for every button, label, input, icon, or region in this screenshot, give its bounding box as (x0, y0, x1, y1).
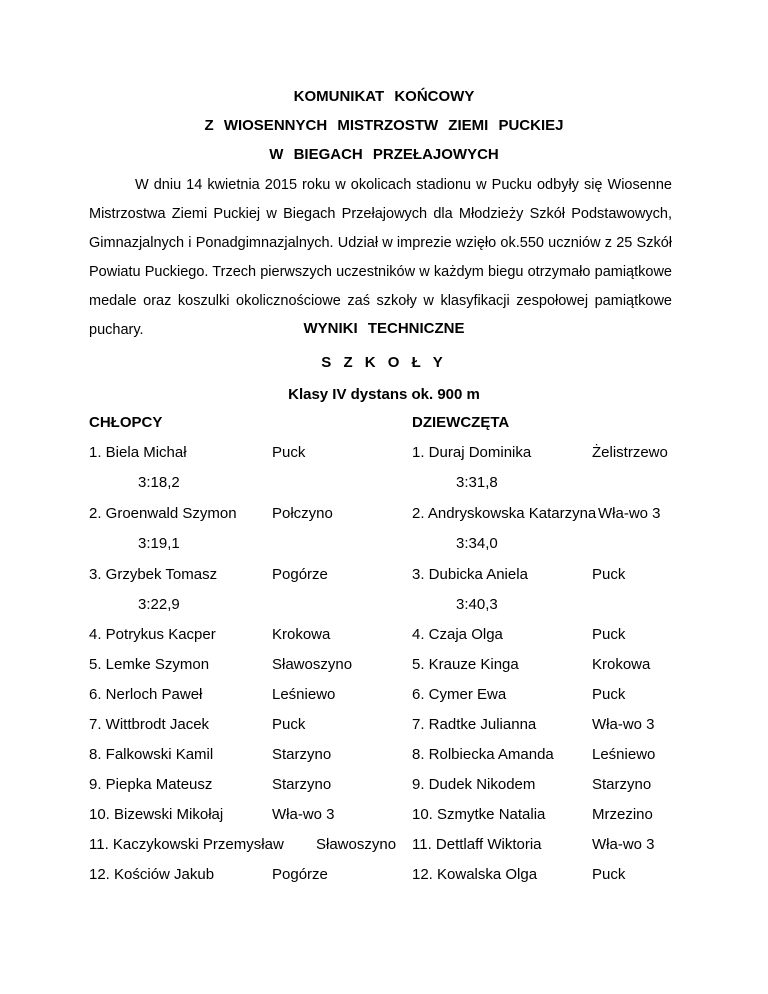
boys-result-name: 6. Nerloch Paweł (89, 686, 203, 703)
boys-result-name: 10. Bizewski Mikołaj (89, 806, 224, 823)
boys-result-school: Puck (272, 716, 306, 733)
boys-result-time: 3:18,2 (138, 474, 180, 491)
boys-result-name: 2. Groenwald Szymon (89, 505, 237, 522)
girls-result-school: Wła-wo 3 (592, 836, 655, 853)
boys-result-school: Starzyno (272, 746, 332, 763)
document-subtitle-1: Z WIOSENNYCH MISTRZOSTW ZIEMI PUCKIEJ (204, 117, 564, 134)
boys-result-school: Pogórze (272, 566, 328, 583)
boys-result-name: 5. Lemke Szymon (89, 656, 210, 673)
intro-text: W dniu 14 kwietnia 2015 roku w okolicach stadionu w Pucku odbyły się Wiosenne Mistrzostwa Ziemi Puckiej w Biegach Przełajowych dla Młodzieży Szkół Podstawowych, Gimnazjalnych i Ponadgimnazjalnych. Udział w imprezie wzięło ok.550 uczniów z 25 Szkół Powiatu Puckiego. Trzech pierwszych uczestników w każdym biegu otrzymało pamiątkowe medale oraz koszulki okolicznościowe zaś szkoły w klasyfikacji zespołowej pamiątkowe puchary. (89, 177, 672, 338)
girls-result-name: 5. Krauze Kinga (412, 656, 519, 673)
girls-result-school: Puck (592, 566, 626, 583)
boys-result-school: Leśniewo (272, 686, 336, 703)
results-heading: WYNIKI TECHNICZNE (303, 320, 465, 337)
girls-result-name: 6. Cymer Ewa (412, 686, 507, 703)
boys-result-school: Połczyno (272, 505, 333, 522)
girls-result-name: 1. Duraj Dominika (412, 444, 532, 461)
girls-result-school: Krokowa (592, 656, 651, 673)
document-title: KOMUNIKAT KOŃCOWY (293, 88, 475, 105)
girls-result-name: 7. Radtke Julianna (412, 716, 537, 733)
boys-result-name: 9. Piepka Mateusz (89, 776, 213, 793)
girls-column-header: DZIEWCZĘTA (412, 414, 510, 431)
girls-result-school: Starzyno (592, 776, 652, 793)
girls-result-school: Leśniewo (592, 746, 656, 763)
section-heading: S Z K O Ł Y (321, 354, 447, 371)
girls-result-school: Puck (592, 626, 626, 643)
girls-result-school: Mrzezino (592, 806, 653, 823)
girls-result-time: 3:40,3 (456, 596, 498, 613)
girls-result-name: 10. Szmytke Natalia (412, 806, 546, 823)
boys-result-school: Puck (272, 444, 306, 461)
girls-result-school: Wła-wo 3 (598, 505, 661, 522)
boys-result-school: Krokowa (272, 626, 331, 643)
boys-result-name: 11. Kaczykowski Przemysław (89, 836, 284, 853)
document-subtitle-2: W BIEGACH PRZEŁAJOWYCH (269, 146, 499, 163)
boys-result-name: 1. Biela Michał (89, 444, 187, 461)
boys-result-name: 4. Potrykus Kacper (89, 626, 216, 643)
boys-result-school: Starzyno (272, 776, 332, 793)
boys-result-name: 7. Wittbrodt Jacek (89, 716, 210, 733)
girls-result-name: 2. Andryskowska Katarzyna (412, 505, 597, 522)
girls-result-name: 3. Dubicka Aniela (412, 566, 528, 583)
category-heading: Klasy IV dystans ok. 900 m (288, 386, 480, 403)
girls-result-name: 8. Rolbiecka Amanda (412, 746, 554, 763)
girls-result-school: Puck (592, 866, 626, 883)
boys-result-school: Wła-wo 3 (272, 806, 335, 823)
boys-result-time: 3:22,9 (138, 596, 180, 613)
girls-result-time: 3:31,8 (456, 474, 498, 491)
intro-paragraph (89, 171, 672, 345)
boys-result-school: Sławoszyno (272, 656, 353, 673)
girls-result-school: Puck (592, 686, 626, 703)
girls-result-time: 3:34,0 (456, 535, 498, 552)
boys-result-time: 3:19,1 (138, 535, 180, 552)
girls-result-name: 9. Dudek Nikodem (412, 776, 536, 793)
boys-result-name: 8. Falkowski Kamil (89, 746, 214, 763)
girls-result-name: 4. Czaja Olga (412, 626, 503, 643)
girls-result-school: Wła-wo 3 (592, 716, 655, 733)
girls-result-name: 11. Dettlaff Wiktoria (412, 836, 542, 853)
boys-result-name: 12. Kościów Jakub (89, 866, 215, 883)
boys-result-school: Pogórze (272, 866, 328, 883)
girls-result-name: 12. Kowalska Olga (412, 866, 538, 883)
boys-result-school: Sławoszyno (316, 836, 397, 853)
boys-column-header: CHŁOPCY (89, 414, 163, 431)
boys-result-name: 3. Grzybek Tomasz (89, 566, 218, 583)
girls-result-school: Żelistrzewo (592, 444, 668, 461)
